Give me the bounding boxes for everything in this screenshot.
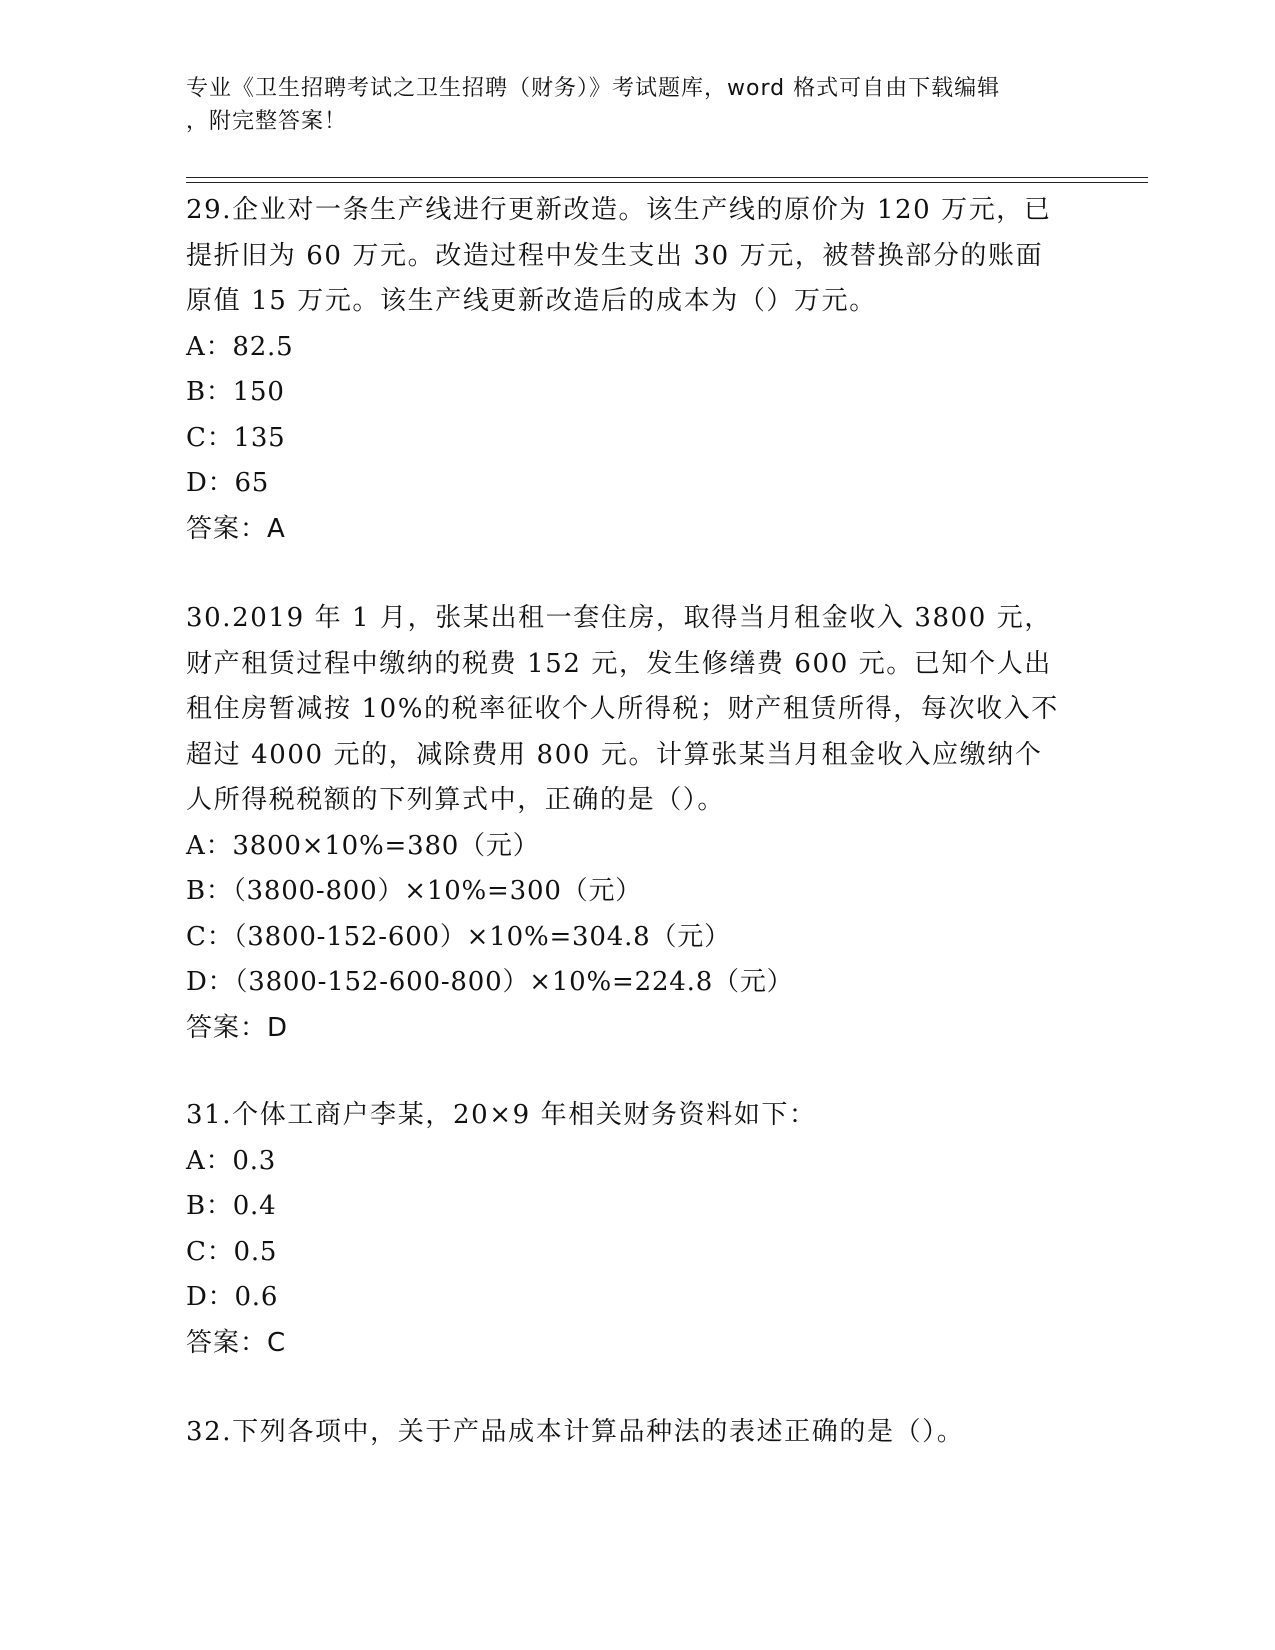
header-divider-bottom [186, 182, 1148, 183]
question-stem: 30.2019 年 1 月，张某出租一套住房，取得当月租金收入 3800 元，财产租赁过程中缴纳的税费 152 元，发生修缮费 600 元。已知个人出租住房暂减按 10%的税率征收个人所得税；财产租赁所得，每次收入不超过 4000 元的，减除费用 800 元。计算张某当月租金收入应缴纳个人所得税税额的下列算式中，正确的是（）。 [186, 603, 1059, 815]
option-d: D：0.6 [186, 1282, 279, 1312]
question-stem: 32.下列各项中，关于产品成本计算品种法的表述正确的是（）。 [186, 1417, 965, 1447]
header-title-line-1: 专业《卫生招聘考试之卫生招聘（财务）》考试题库，word 格式可自由下载编辑 [186, 76, 1001, 101]
question-stem: 31.个体工商户李某，20×9 年相关财务资料如下： [186, 1100, 817, 1130]
question-31 [186, 1093, 1066, 1366]
option-a: A：3800×10%=380（元） [186, 830, 540, 861]
option-b: B：0.4 [186, 1191, 277, 1221]
question-32 [186, 1410, 1066, 1456]
option-d: D：（3800-152-600-800）×10%=224.8（元） [186, 967, 794, 997]
option-b: B：（3800-800）×10%=300（元） [186, 876, 643, 906]
option-c: C：（3800-152-600）×10%=304.8（元） [186, 921, 731, 952]
option-a: A：82.5 [186, 331, 294, 362]
question-29 [186, 188, 1066, 552]
answer-line: 答案：C [186, 1327, 287, 1358]
question-stem: 29.企业对一条生产线进行更新改造。该生产线的原价为 120 万元，已提折旧为 60 万元。改造过程中发生支出 30 万元，被替换部分的账面原值 15 万元。该生产线更新改造后的成本为（）万元。 [186, 195, 1052, 316]
answer-line: 答案：D [186, 1012, 289, 1043]
option-c: C：135 [186, 422, 286, 453]
option-b: B：150 [186, 377, 285, 407]
option-c: C：0.5 [186, 1236, 278, 1267]
answer-line: 答案：A [186, 513, 286, 544]
option-a: A：0.3 [186, 1145, 277, 1176]
option-d: D：65 [186, 468, 270, 498]
document-header [186, 72, 1066, 138]
question-30 [186, 596, 1066, 1051]
header-title-line-2: ，附完整答案！ [186, 109, 348, 134]
header-divider-top [186, 177, 1148, 178]
